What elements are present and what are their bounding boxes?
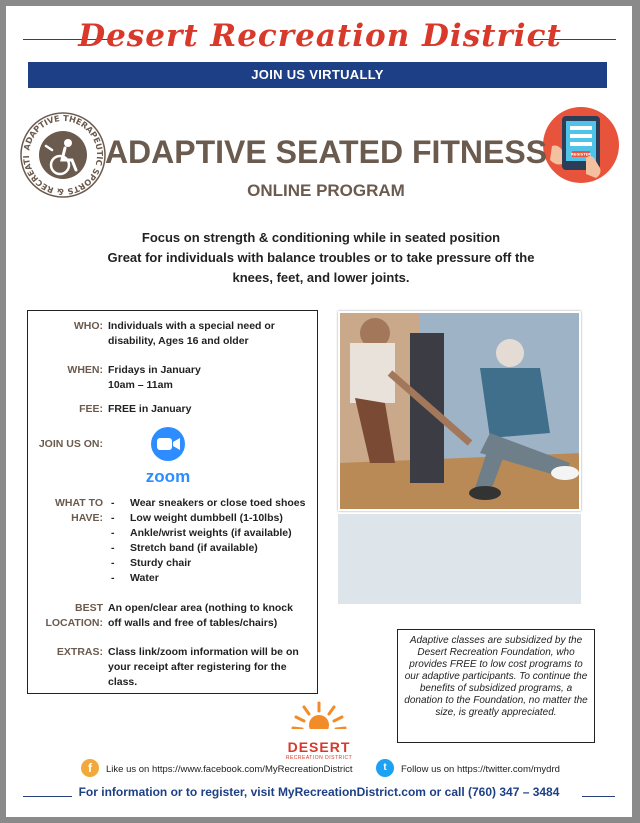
- desert-logo-tagline: RECREATION DISTRICT: [285, 755, 353, 761]
- extras-line: class.: [108, 676, 138, 688]
- extras-line: Class link/zoom information will be on: [108, 646, 299, 658]
- facebook-icon[interactable]: f: [81, 759, 99, 777]
- what-to-have-label: [28, 496, 103, 526]
- footer-contact: For information or to register, visit MyRecreationDistrict.com or call (760) 347 – 3484: [78, 785, 560, 799]
- description-line: Great for individuals with balance troubles or to take pressure off the: [107, 250, 535, 265]
- location-line: off walls and free of tables/chairs): [108, 617, 278, 629]
- tablet-register-icon: [542, 106, 620, 184]
- zoom-logo: [138, 427, 198, 485]
- list-item: - Ankle/wrist weights (if available): [108, 526, 313, 541]
- fitness-photo: [338, 311, 581, 511]
- list-item: - Stretch band (if available): [108, 541, 313, 556]
- what-to-have-label-line: WHAT TO: [54, 497, 103, 509]
- flyer-page: [6, 6, 632, 817]
- list-item: - Low weight dumbbell (1-10lbs): [108, 511, 313, 526]
- twitter-icon[interactable]: t: [376, 759, 394, 777]
- extras-line: your receipt after registering for the: [108, 661, 287, 673]
- when-label: WHEN:: [67, 364, 103, 376]
- extras-value: [108, 645, 313, 690]
- who-label: WHO:: [73, 320, 103, 332]
- desert-logo: [274, 699, 364, 759]
- description-line: Focus on strength & conditioning while in seated position: [141, 230, 501, 245]
- who-value: [108, 319, 313, 349]
- join-virtually-banner: JOIN US VIRTUALLY: [28, 62, 607, 88]
- extras-label: EXTRAS:: [56, 646, 103, 658]
- fee-label: FEE:: [79, 403, 103, 415]
- desert-logo-name: DESERT: [287, 739, 351, 755]
- zoom-camera-icon: [138, 427, 198, 461]
- adaptive-sports-logo-icon: [18, 110, 108, 200]
- logo-ring-text: ADAPTIVE THERAPEUTIC SPORTS & RECREATI: [20, 112, 106, 198]
- tablet-register-text: REGISTER: [571, 152, 591, 157]
- foundation-note: Adaptive classes are subsidized by the Desert Recreation Foundation, who provides FREE to low cost programs to our adaptive participants. To continue the benefits of subsidized programs, a donation to the Foundation, no matter the size, is greatly appreciated.: [397, 629, 595, 743]
- description-line: knees, feet, and lower joints.: [232, 270, 410, 285]
- best-location-label: [28, 601, 103, 631]
- what-to-have-label-line: HAVE:: [71, 512, 103, 524]
- sunburst-logo-icon: [274, 699, 364, 735]
- program-title: ADAPTIVE SEATED FITNESS: [104, 134, 548, 170]
- what-to-have-list: [108, 496, 313, 586]
- fitness-photo-reflection: [338, 514, 581, 604]
- location-line: An open/clear area (nothing to knock: [108, 602, 293, 614]
- best-location-value: [108, 601, 313, 631]
- fee-value: FREE in January: [108, 403, 192, 415]
- list-item: - Water: [108, 571, 313, 586]
- program-subtitle: ONLINE PROGRAM: [247, 181, 405, 200]
- facebook-link[interactable]: Like us on https://www.facebook.com/MyRecreationDistrict: [106, 764, 353, 775]
- best-location-label-line: BEST: [74, 602, 103, 614]
- twitter-link[interactable]: Follow us on https://twitter.com/mydrd: [401, 764, 560, 775]
- zoom-wordmark: zoom: [145, 467, 191, 486]
- when-line: Fridays in January: [108, 364, 201, 376]
- join-label: JOIN US ON:: [38, 438, 103, 450]
- who-line: disability, Ages 16 and older: [108, 335, 249, 347]
- when-value: [108, 363, 313, 393]
- list-item: - Wear sneakers or close toed shoes: [108, 496, 313, 511]
- brand-title: Desert Recreation District: [78, 18, 562, 54]
- details-box: [27, 310, 318, 694]
- list-item: - Sturdy chair: [108, 556, 313, 571]
- best-location-label-line: LOCATION:: [45, 617, 103, 629]
- when-line: 10am – 11am: [108, 379, 173, 391]
- who-line: Individuals with a special need or: [108, 320, 275, 332]
